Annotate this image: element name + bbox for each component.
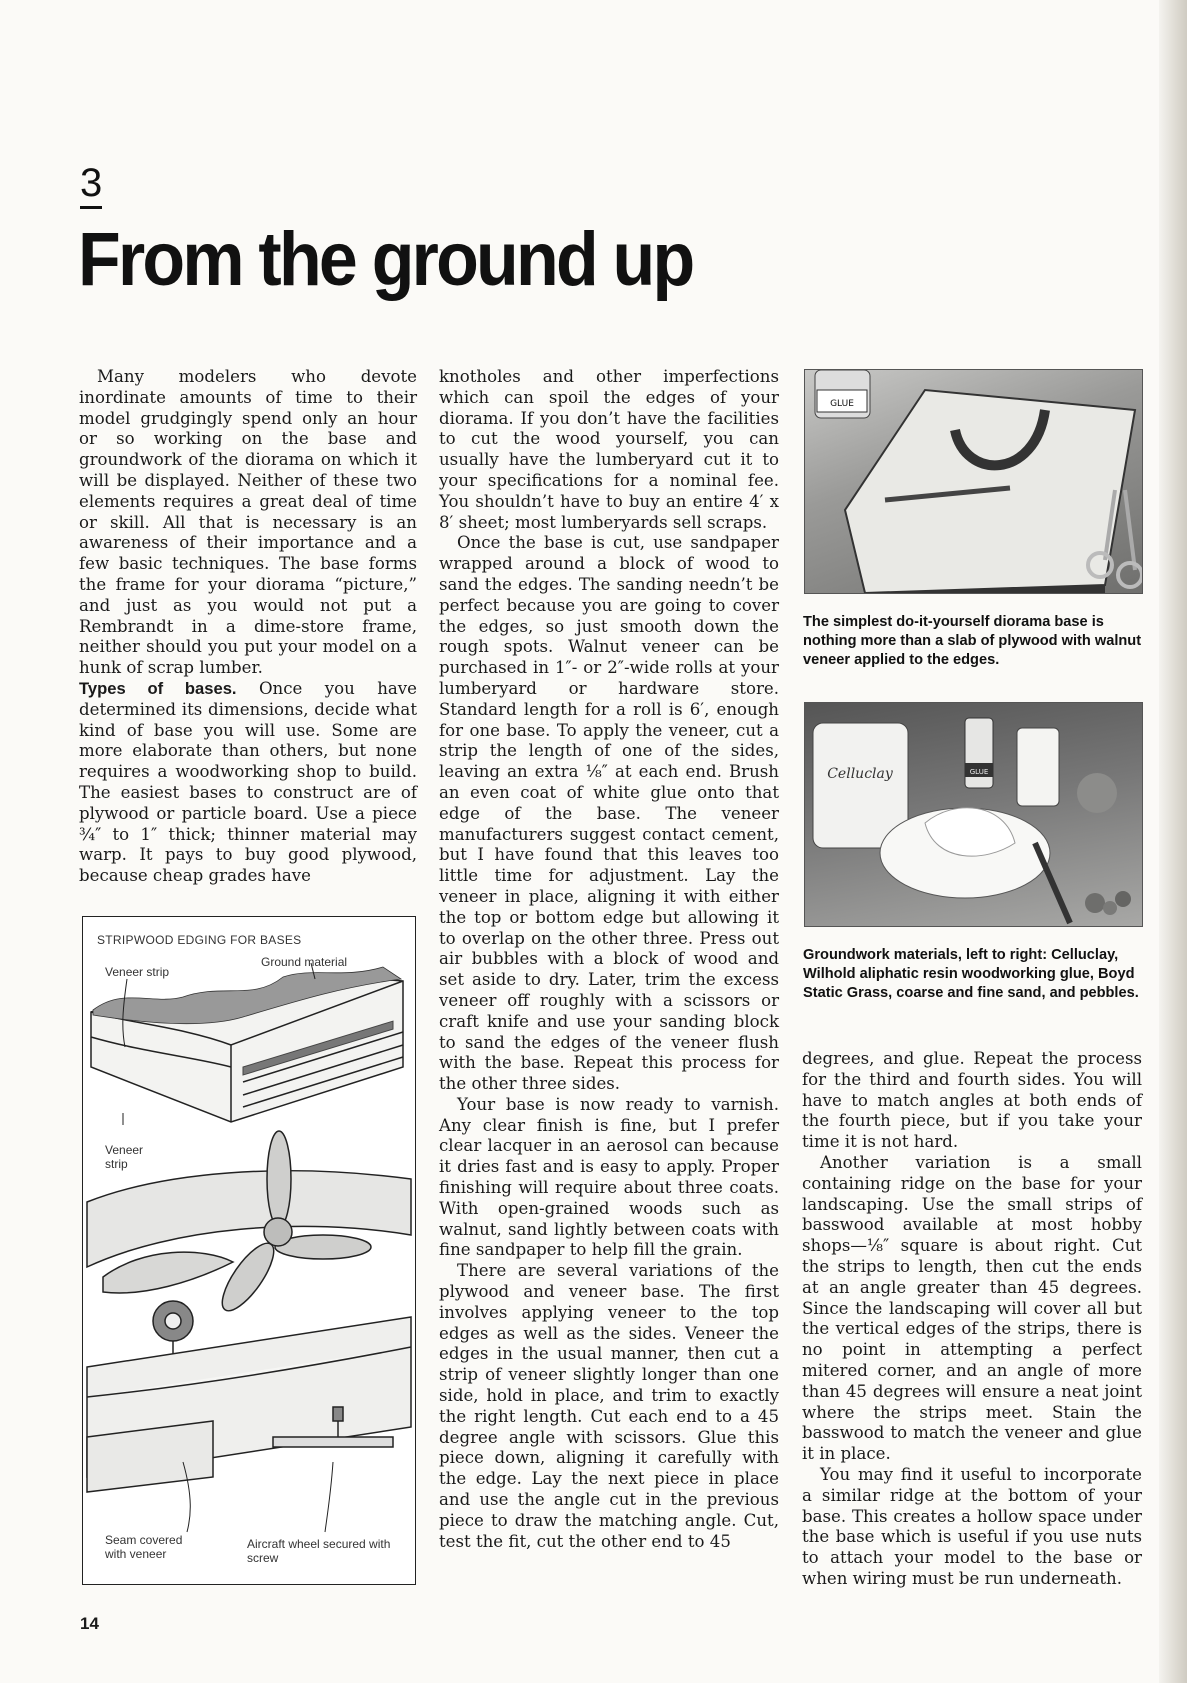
- chapter-title: From the ground up: [78, 217, 693, 302]
- diagram-drawing: [83, 917, 415, 1584]
- label-ground-material: Ground material: [261, 955, 348, 969]
- photo1-drawing: [805, 370, 1142, 593]
- photo2-glue-text: GLUE: [969, 768, 989, 776]
- paragraph: Another variation is a small containing ridge on the base for your landscaping. Use the small strips of basswood available at most hobby shops—⅛″ square is about right. Cut the strips to length, then cut the ends at an angle greater than 45 degrees. Since the landscaping will cover all but the vertical edges of the strips, there is no point in attempting a perfect mitered corner, and an angle of more than 45 degrees will ensure a neat joint where the strips meet. Stain the basswood to match the veneer and glue it in place.: [802, 1152, 1142, 1464]
- paragraph: Once the base is cut, use sandpaper wrapped around a block of wood to sand the edges. The sanding needn’t be perfect because you are going to cover the edges, so just smooth down the rough spots. Walnut veneer can be purchased in 1″- or 2″-wide rolls at your lumberyard or hardware store. Standard length for a roll is 6′, enough for one base. To apply the veneer, cut a strip the length of one of the sides, leaving an extra ⅛″ at each end. Brush an even coat of white glue onto that edge of the base. The veneer manufacturers suggest contact cement, but I have found that this leaves too little time for adjustment. Lay the veneer in place, aligning it with either the top or bottom edge but allowing it to overlap on the other three. Press out air bubbles with a block of wood and set aside to dry. Later, trim the excess veneer off roughly with a scissors or craft knife and use your sanding block to sand the edges of the veneer flush with the base. Repeat this process for the other three sides.: [439, 533, 779, 1094]
- photo2-drawing: [805, 703, 1142, 926]
- page-number: 14: [80, 1614, 99, 1633]
- stripwood-edging-diagram: [82, 916, 416, 1585]
- page-edge-shadow: [1159, 0, 1187, 1683]
- photo2-caption: Groundwork materials, left to right: Celluclay, Wilhold aliphatic resin woodworking glue, Boyd Static Grass, coarse and fine sand, and pebbles.: [803, 947, 1139, 1001]
- label-veneer-strip-top: Veneer strip: [105, 965, 170, 979]
- photo-plywood-base: [804, 369, 1143, 594]
- paragraph: Many modelers who devote inordinate amounts of time to their model grudgingly spend only an hour or so working on the base and groundwork of the diorama on which it will be displayed. Neither of these two elements requires a great deal of time or skill. All that is necessary is an awareness of their importance and a few basic techniques. The base forms the frame for your diorama “picture,” and just as you would not put a Rembrandt in a dime-store frame, neither should you put your model on a hunk of scrap lumber.: [79, 367, 417, 678]
- photo1-caption: The simplest do-it-yourself diorama base is nothing more than a slab of plywood with walnut veneer applied to the edges.: [803, 614, 1142, 668]
- photo-groundwork-materials: [804, 702, 1143, 927]
- paragraph: [79, 679, 417, 887]
- run-in-heading: Types of bases.: [79, 678, 237, 698]
- chapter-number: 3: [80, 162, 102, 209]
- paragraph: degrees, and glue. Repeat the process for the third and fourth sides. You will have to match angles at both ends of the fourth piece, but if you take your time it is not hard.: [802, 1049, 1142, 1152]
- text-column-1: [79, 367, 417, 887]
- paragraph: knotholes and other imperfections which can spoil the edges of your diorama. If you don’t have the facilities to cut the wood yourself, you can usually have the lumberyard cut it to your specifications for a nominal fee. You shouldn’t have to buy an entire 4′ x 8′ sheet; most lumberyards sell scraps.: [439, 367, 779, 532]
- photo1-glue-text: GLUE: [830, 399, 854, 409]
- label-seam-covered: Seam covered with veneer: [105, 1533, 183, 1561]
- paragraph: You may find it useful to incorporate a similar ridge at the bottom of your base. This creates a hollow space under the base which is useful if you use nuts to attach your model to the base or when wiring must be run underneath.: [802, 1464, 1142, 1588]
- label-aircraft-wheel: Aircraft wheel secured with screw: [247, 1537, 391, 1565]
- paragraph-text: Once you have determined its dimensions, decide what kind of base you will use. Some are more elaborate than others, but none requires a woodworking shop to build. The easiest bases to construct are of plywood or particle board. Use a piece ¾″ to 1″ thick; thinner material may warp. It pays to buy good plywood, because cheap grades have: [79, 678, 417, 886]
- paragraph: There are several variations of the plywood and veneer base. The first involves applying veneer to the top edges as well as the sides. Veneer the edges in the usual manner, then cut a strip of veneer slightly longer than one side, hold in place, and trim to exactly the right length. Cut each end to a 45 degree angle with scissors. Glue this piece down, aligning it carefully with the edge. Lay the next piece in place and use the angle cut in the previous piece to draw the matching angle. Cut, test the fit, cut the other end to 45: [439, 1261, 779, 1551]
- photo2-celluclay-text: Celluclay: [827, 766, 893, 782]
- text-column-2: [439, 367, 779, 1552]
- paragraph: Your base is now ready to varnish. Any clear finish is fine, but I prefer clear lacquer in an aerosol can because it dries fast and is easy to apply. Proper finishing will require about three coats. With open-grained woods such as walnut, sand lightly between coats with fine sandpaper to help fill the grain.: [439, 1094, 779, 1260]
- label-veneer-strip-mid: Veneer strip: [105, 1143, 144, 1171]
- diagram-title: STRIPWOOD EDGING FOR BASES: [97, 933, 302, 947]
- text-column-3: [802, 1049, 1142, 1590]
